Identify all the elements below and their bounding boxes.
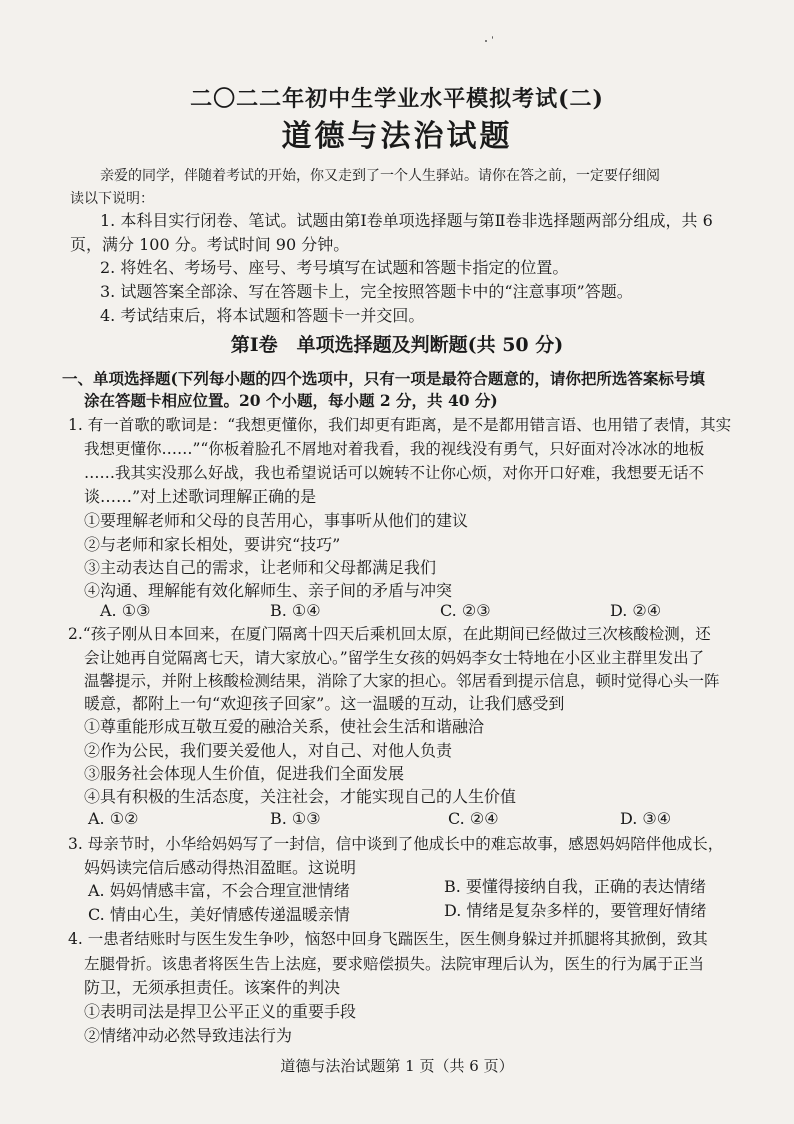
statement-item: ④沟通、理解能有效化解师生、亲子间的矛盾与冲突 — [84, 581, 453, 600]
answer-option: D. ③④ — [620, 809, 672, 828]
statement-item: ④具有积极的生活态度，关注社会，才能实现自己的人生价值 — [84, 787, 517, 806]
part-heading: 涂在答题卡相应位置。20 个小题，每小题 2 分，共 40 分) — [84, 391, 498, 410]
statement-item: ①表明司法是捍卫公平正义的重要手段 — [84, 1002, 357, 1021]
intro-line: 亲爱的同学，伴随着考试的开始，你又走到了一个人生驿站。请你在答之前，一定要仔细阅 — [100, 168, 660, 184]
question-text: ……我其实没那么好战，我也希望说话可以婉转不让你心烦，对你开口好难，我想要无话不 — [84, 464, 705, 482]
statement-item: ③服务社会体现人生价值，促进我们全面发展 — [84, 764, 405, 783]
statement-item: ③主动表达自己的需求，让老师和父母都满足我们 — [84, 558, 437, 577]
answer-option: B. ①④ — [270, 601, 321, 620]
statement-item: ②情绪冲动必然导致违法行为 — [84, 1026, 293, 1045]
answer-option: D. ②④ — [610, 601, 662, 620]
question-text: 妈妈读完信后感动得热泪盈眶。这说明 — [84, 858, 357, 877]
intro-line: 读以下说明： — [70, 191, 154, 207]
subject-title: 道德与法治试题 — [281, 119, 513, 154]
answer-option: B. 要懂得接纳自我，正确的表达情绪 — [444, 877, 706, 896]
answer-option: B. ①③ — [270, 809, 321, 828]
question-text: 4. 一患者结账时与医生发生争吵，恼怒中回身飞踹医生，医生侧身躲过并抓腿将其掀倒，致其 — [68, 930, 708, 948]
question-text: 暖意，都附上一句“欢迎孩子回家”。这一温暖的互动，让我们感受到 — [84, 694, 565, 713]
question-text: 会让她再自觉隔离七天，请大家放心。”留学生女孩的妈妈李女士特地在小区业主群里发出了 — [84, 649, 705, 667]
instruction-line: 页，满分 100 分。考试时间 90 分钟。 — [70, 235, 350, 254]
answer-option: A. ①③ — [100, 601, 151, 620]
answer-option: C. ②③ — [440, 601, 491, 620]
question-text: 谈……”对上述歌词理解正确的是 — [84, 487, 317, 506]
scan-speck — [492, 36, 493, 39]
question-text: 左腿骨折。该患者将医生告上法庭，要求赔偿损失。法院审理后认为，医生的行为属于正当 — [84, 955, 705, 973]
instruction-line: 1. 本科目实行闭卷、笔试。试题由第Ⅰ卷单项选择题与第Ⅱ卷非选择题两部分组成，共 6 — [100, 211, 713, 230]
answer-option: A. 妈妈情感丰富，不会合理宣泄情绪 — [88, 881, 350, 900]
page-footer: 道德与法治试题第 1 页（共 6 页） — [280, 1057, 514, 1075]
answer-option: D. 情绪是复杂多样的，要管理好情绪 — [444, 901, 707, 920]
question-text: 温馨提示，并附上核酸检测结果，消除了大家的担心。邻居看到提示信息，顿时觉得心头一阵 — [84, 672, 720, 690]
question-text: 1. 有一首歌的歌词是：“我想更懂你，我们却更有距离，是不是都用错言语、也用错了表情，其实 — [68, 416, 732, 434]
section-title: 第Ⅰ卷 单项选择题及判断题(共 50 分) — [230, 334, 564, 356]
statement-item: ①要理解老师和父母的良苦用心，事事听从他们的建议 — [84, 511, 469, 530]
statement-item: ②与老师和家长相处，要讲究“技巧” — [84, 535, 341, 554]
question-text: 2.“孩子刚从日本回来，在厦门隔离十四天后乘机回太原，在此期间已经做过三次核酸检测，还 — [68, 625, 711, 643]
answer-option: C. 情由心生，美好情感传递温暖亲情 — [88, 905, 350, 924]
statement-item: ①尊重能形成互敬互爱的融洽关系，使社会生活和谐融洽 — [84, 717, 485, 736]
instruction-line: 3. 试题答案全部涂、写在答题卡上，完全按照答题卡中的“注意事项”答题。 — [100, 282, 633, 301]
instruction-line: 4. 考试结束后，将本试题和答题卡一并交回。 — [100, 306, 425, 325]
answer-option: C. ②④ — [448, 809, 499, 828]
exam-title: 二〇二二年初中生学业水平模拟考试(二) — [190, 86, 604, 112]
part-heading: 一、单项选择题(下列每小题的四个选项中，只有一项是最符合题意的，请你把所选答案标号填 — [62, 369, 705, 388]
instruction-line: 2. 将姓名、考场号、座号、考号填写在试题和答题卡指定的位置。 — [100, 258, 569, 277]
answer-option: A. ①② — [88, 809, 139, 828]
scan-speck — [485, 40, 487, 42]
question-text: 防卫，无须承担责任。该案件的判决 — [84, 978, 341, 997]
question-text: 3. 母亲节时，小华给妈妈写了一封信，信中谈到了他成长中的难忘故事，感恩妈妈陪伴他成长， — [68, 835, 724, 853]
statement-item: ②作为公民，我们要关爱他人，对自己、对他人负责 — [84, 741, 453, 760]
question-text: 我想更懂你……”“你板着脸孔不屑地对着我看，我的视线没有勇气，只好面对冷冰冰的地板 — [84, 440, 705, 458]
